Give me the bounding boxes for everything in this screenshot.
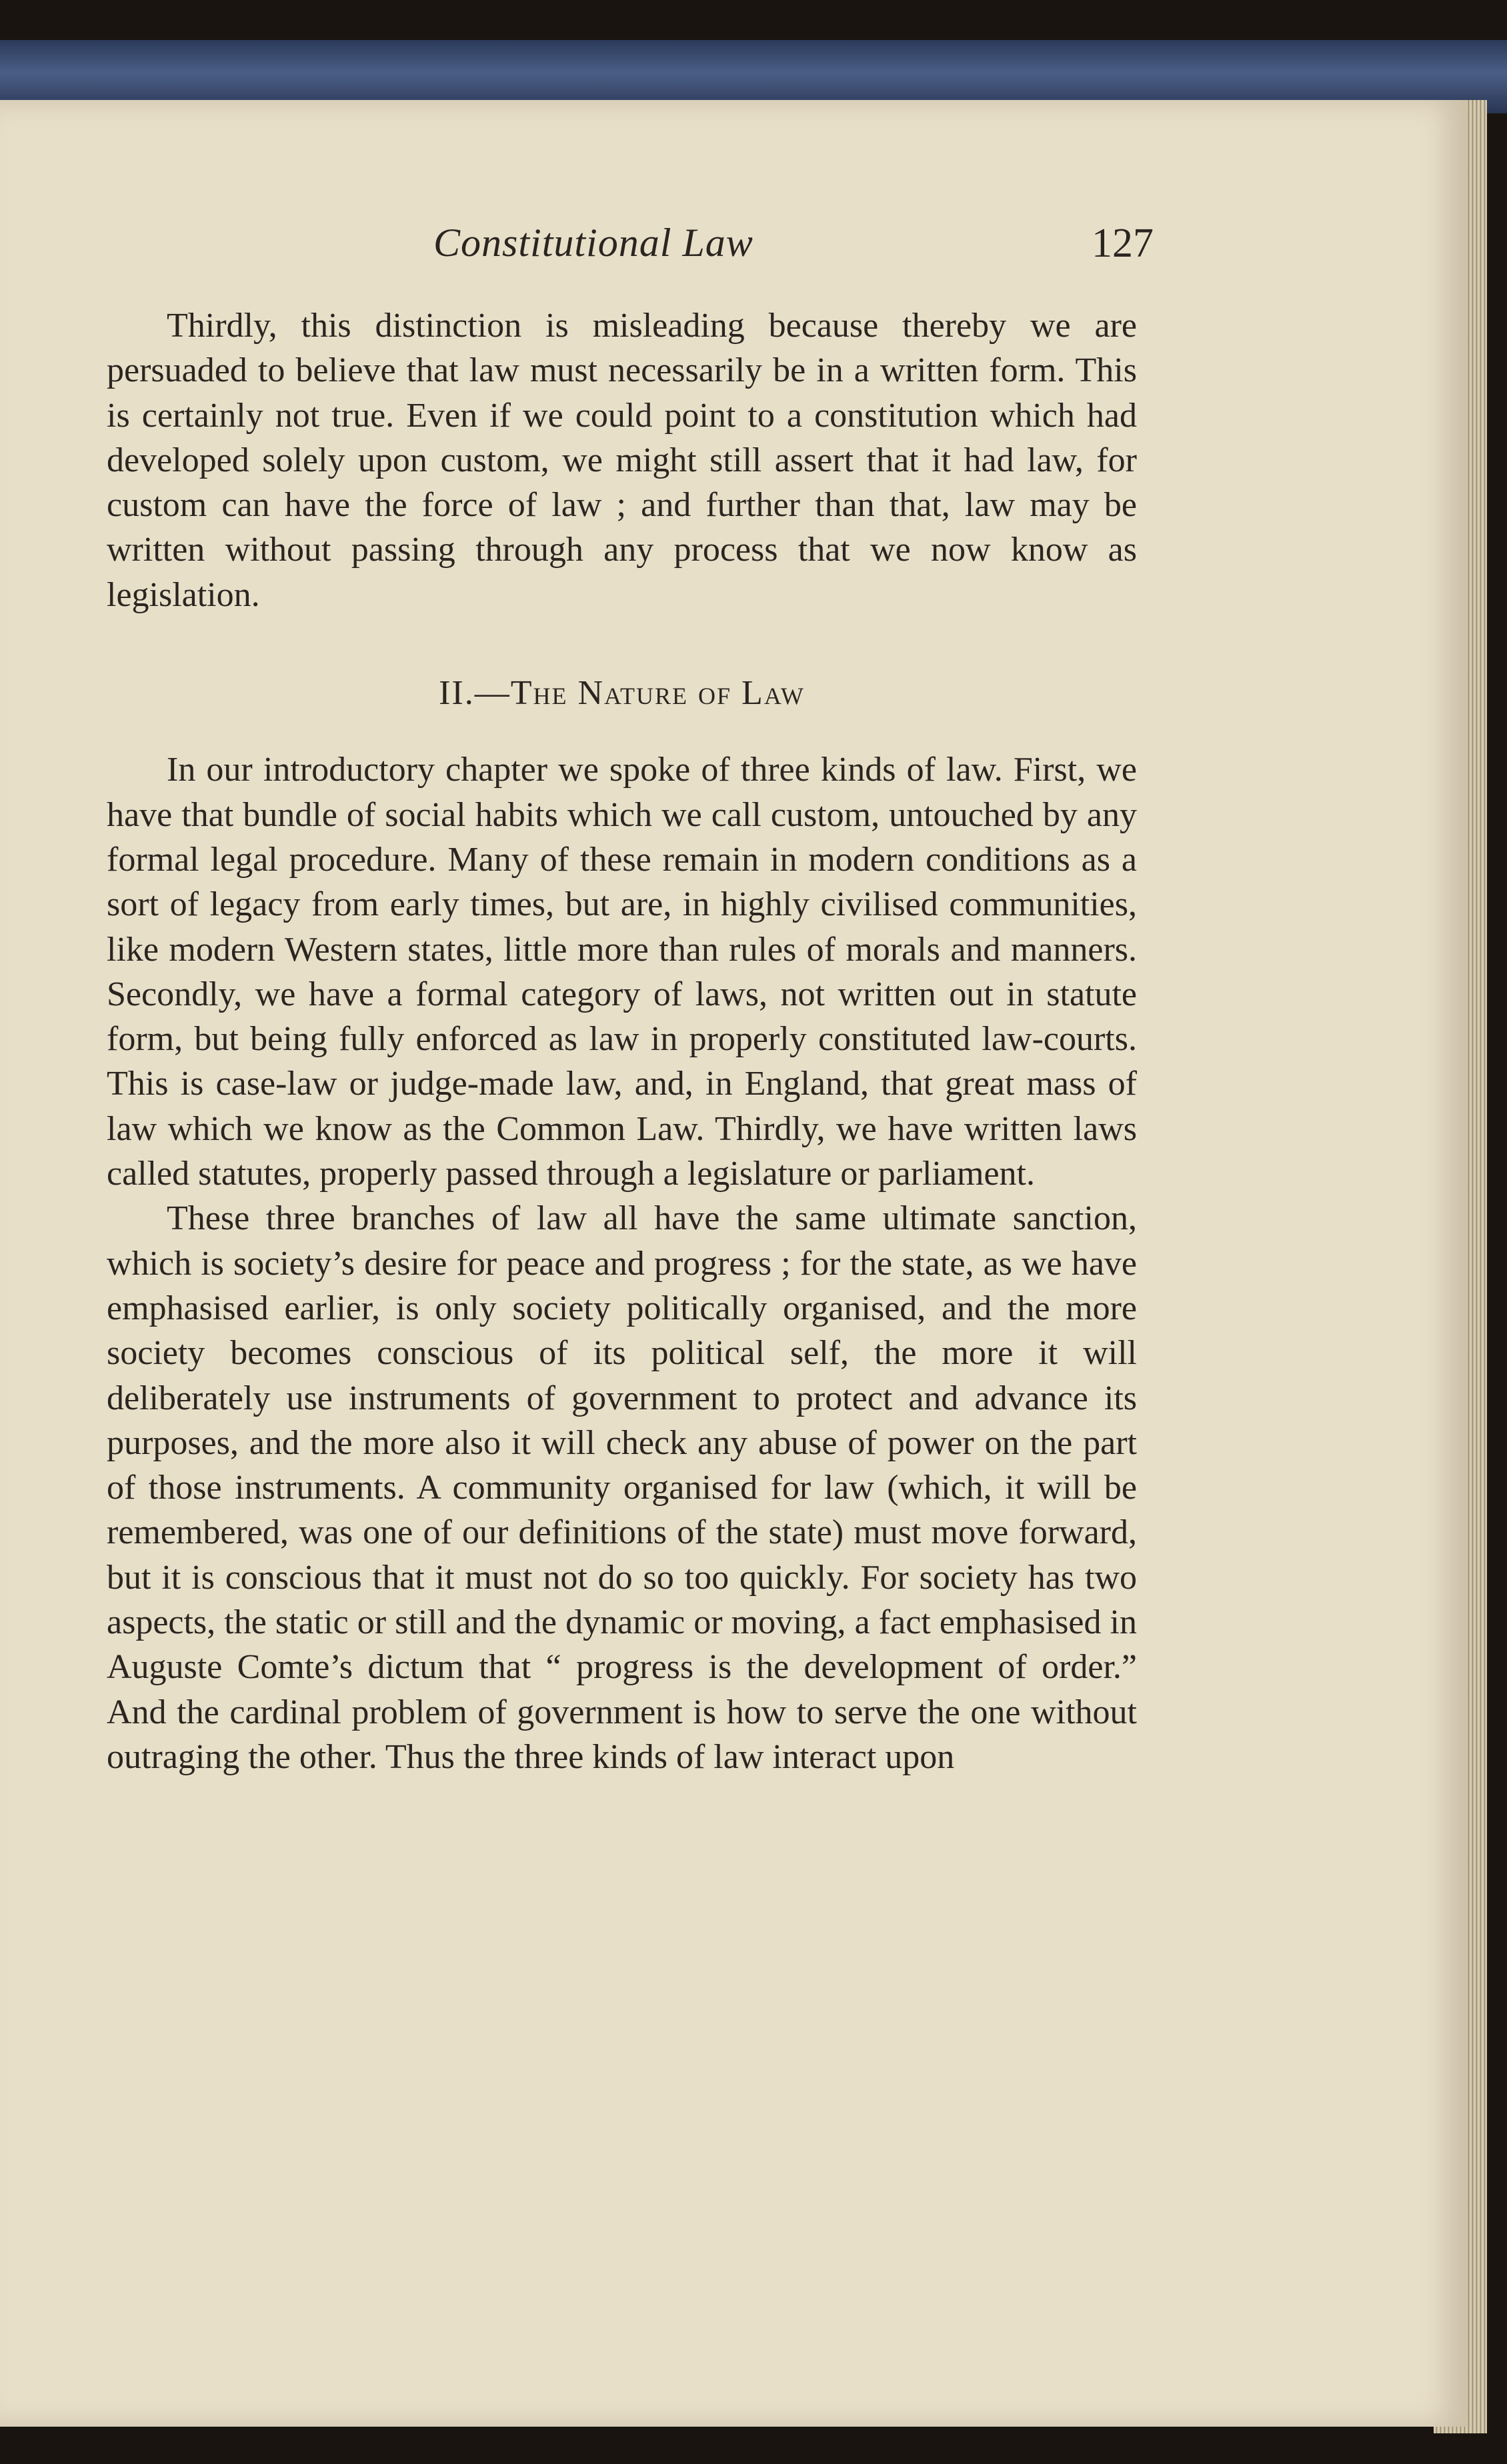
running-title: Constitutional Law [433,221,754,265]
paragraph-thirdly: Thirdly, this distinction is misleading because thereby we are persuaded to believe that law must necessarily be in a written form. This is certainly not true. Even if we could point to a constitution which had developed solely upon custom, we might still assert that it had law, for custom can have the force of law ; and further than that, law may be written without passing through any process that we now know as legislation. [107,307,1137,614]
paragraph-three-branches: These three branches of law all have the same ultimate sanction, which is society’s desire for peace and progress ; for the state, as we have emphasised earlier, is only society politically organised, and the more society becomes conscious of its political self, the more it will deliberately use instruments of government to protect and advance its purposes, and the more also it will check any abuse of power on the part of those instruments. A community organised for law (which, it will be remembered, was one of our definitions of the state) must move forward, but it is conscious that it must not do so too quickly. For society has two aspects, the static or still and the dynamic or moving, a fact emphasised in Auguste Comte’s dictum that “ progress is the development of order.” And the cardinal problem of government is how to serve the one without outraging the other. Thus the three kinds of law interact upon [107,1199,1137,1776]
page-header [433,220,1154,287]
page-number: 127 [1092,221,1154,266]
section-heading: II.—The Nature of Law [439,674,805,713]
paragraph-three-kinds: In our introductory chapter we spoke of three kinds of law. First, we have that bundle of social habits which we call custom, untouched by any formal legal procedure. Many of these remain in modern conditions as a sort of legacy from early times, but are, in highly civilised communities, like modern Western states, little more than rules of morals and manners. Secondly, we have a formal category of laws, not written out in statute form, but being fully enforced as law in properly constituted law-courts. This is case-law or judge-made law, and, in England, that great mass of law which we know as the Common Law. Thirdly, we have written laws called statutes, properly passed through a legislature or parliament. [107,751,1137,1193]
body-text [107,303,1137,1779]
